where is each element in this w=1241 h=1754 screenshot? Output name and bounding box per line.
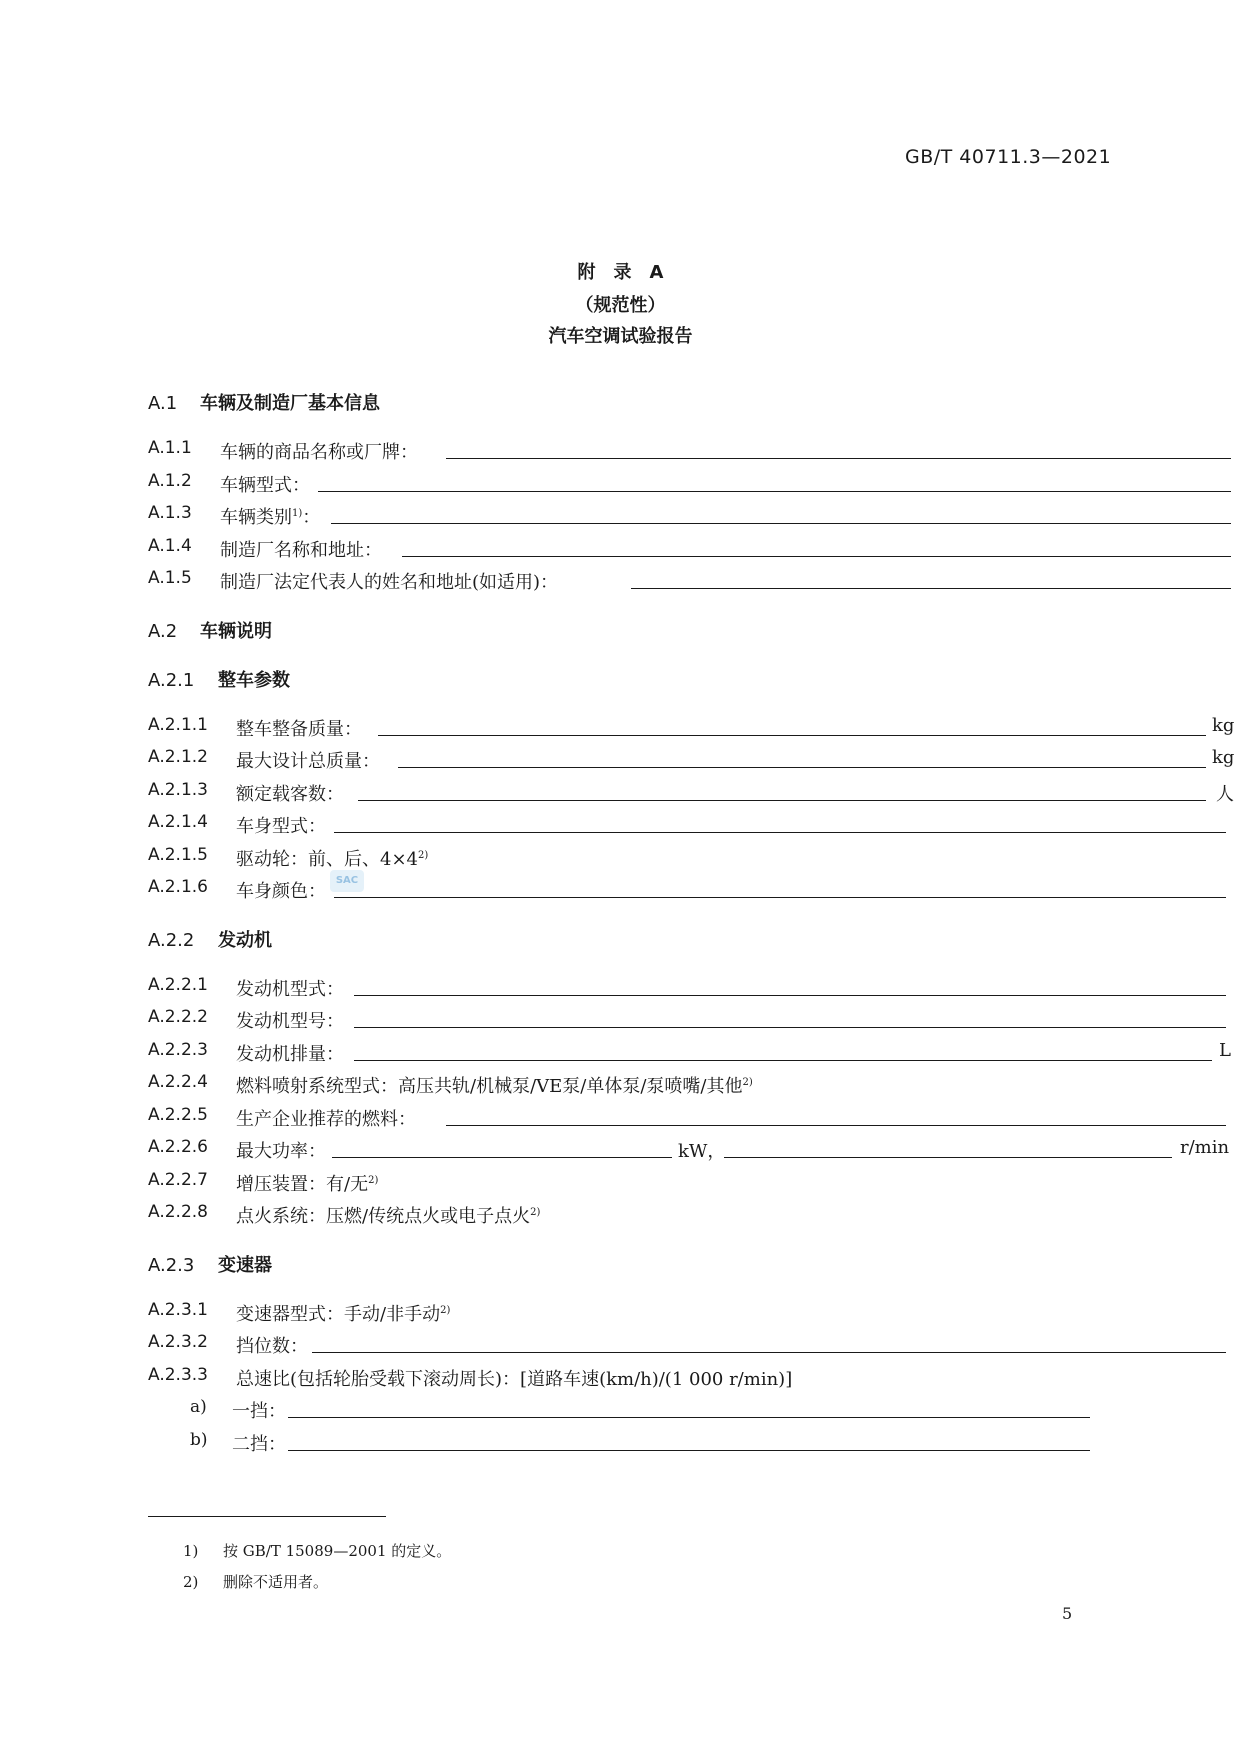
field-label: 车身型式： [236, 816, 326, 837]
item-number: A.1.3 [148, 503, 192, 523]
footnote-number: 2) [183, 1573, 199, 1591]
fill-in-line[interactable] [288, 1450, 1090, 1451]
item-number: A.2.1.6 [148, 877, 208, 897]
fill-in-line[interactable] [334, 897, 1226, 898]
footnote-text: 删除不适用者。 [223, 1573, 329, 1591]
field-label: 燃料喷射系统型式：高压共轨/机械泵/VE泵/单体泵/泵喷嘴/其他 [236, 1076, 743, 1097]
item-number: A.1.4 [148, 536, 192, 556]
item-number: A.2.3.1 [148, 1300, 208, 1320]
fill-in-line[interactable] [446, 1125, 1226, 1126]
fill-in-line[interactable] [331, 523, 1231, 524]
field-label: 车身颜色： [236, 881, 326, 902]
field-label: 车辆类别 [220, 507, 292, 528]
section-title: 车辆说明 [200, 621, 272, 642]
section-title: 车辆及制造厂基本信息 [200, 393, 380, 414]
fill-in-line[interactable] [631, 588, 1231, 589]
field-label: 生产企业推荐的燃料： [236, 1109, 416, 1130]
footnote-ref: 1) [292, 508, 303, 519]
field-label: 二挡： [232, 1434, 286, 1455]
fill-in-line[interactable] [312, 1352, 1226, 1353]
field-label: 制造厂法定代表人的姓名和地址(如适用)： [220, 572, 559, 593]
field-label: 总速比(包括轮胎受载下滚动周长)：[道路车速(km/h)/(1 000 r/min)] [236, 1369, 793, 1390]
field-label: 最大功率： [236, 1141, 326, 1162]
item-number: A.1.5 [148, 568, 192, 588]
footnote-2 [183, 1571, 328, 1592]
item-number: A.1.1 [148, 438, 192, 458]
unit-label: 人 [1216, 784, 1234, 805]
unit-label: L [1219, 1040, 1231, 1061]
footnote-1 [183, 1540, 451, 1561]
field-label: 车辆的商品名称或厂牌： [220, 442, 418, 463]
field-label: 增压装置：有/无 [236, 1174, 369, 1195]
section-a21-heading [148, 666, 290, 692]
page-number: 5 [1062, 1604, 1073, 1623]
item-number: A.2.1.1 [148, 715, 208, 735]
field-label: 点火系统：压燃/传统点火或电子点火 [236, 1206, 531, 1227]
annex-name: 汽车空调试验报告 [548, 326, 693, 347]
item-number: a) [190, 1397, 207, 1417]
item-number: A.2.1.3 [148, 780, 208, 800]
fill-in-line[interactable] [354, 1027, 1226, 1028]
item-number: A.2.2.6 [148, 1137, 208, 1157]
section-number: A.2 [148, 621, 178, 642]
unit-label: kg [1212, 715, 1235, 736]
fill-in-line[interactable] [402, 556, 1231, 557]
item-number: A.2.2.1 [148, 975, 208, 995]
item-number: A.2.1.2 [148, 747, 208, 767]
section-number: A.2.2 [148, 930, 195, 951]
section-a1-heading [148, 389, 380, 415]
footnote-ref: 2) [418, 850, 429, 861]
fill-in-line[interactable] [318, 491, 1231, 492]
footnote-ref: 2) [368, 1175, 379, 1186]
unit-label-rpm: r/min [1180, 1137, 1230, 1158]
item-number: A.2.3.3 [148, 1365, 208, 1385]
annex-type: （规范性） [575, 295, 666, 316]
field-label: 挡位数： [236, 1336, 308, 1357]
section-a22-heading [148, 926, 272, 952]
footnote-ref: 2) [440, 1305, 451, 1316]
fill-in-line[interactable] [358, 800, 1206, 801]
footnote-rule [148, 1516, 386, 1517]
field-label: 车辆型式： [220, 475, 310, 496]
section-title: 发动机 [218, 930, 272, 951]
field-label: 一挡： [232, 1401, 286, 1422]
item-number: A.2.2.8 [148, 1202, 208, 1222]
section-number: A.2.3 [148, 1255, 195, 1276]
fill-in-line[interactable] [398, 767, 1206, 768]
field-label: 发动机排量： [236, 1044, 344, 1065]
item-number: A.2.3.2 [148, 1332, 208, 1352]
fill-in-line[interactable] [354, 995, 1226, 996]
item-number: b) [190, 1430, 208, 1450]
footnote-ref: 2) [742, 1077, 753, 1088]
section-title: 整车参数 [218, 670, 290, 691]
item-number: A.2.2.5 [148, 1105, 208, 1125]
unit-label-kw: kW， [678, 1141, 726, 1162]
standard-number: GB/T 40711.3—2021 [905, 146, 1112, 168]
item-number: A.2.2.3 [148, 1040, 208, 1060]
section-a2-heading [148, 617, 272, 643]
field-label: 变速器型式：手动/非手动 [236, 1304, 441, 1325]
field-label: 最大设计总质量： [236, 751, 380, 772]
footnote-number: 1) [183, 1542, 199, 1560]
sac-watermark-logo: SAC [330, 870, 364, 892]
footnote-text: 按 GB/T 15089—2001 的定义。 [223, 1542, 452, 1560]
field-colon: ： [302, 507, 321, 528]
fill-in-line[interactable] [446, 458, 1231, 459]
item-number: A.2.2.2 [148, 1007, 208, 1027]
fill-in-line[interactable] [354, 1060, 1212, 1061]
field-label: 发动机型式： [236, 979, 344, 1000]
item-number: A.2.2.4 [148, 1072, 208, 1092]
section-a23-heading [148, 1251, 272, 1277]
fill-in-line[interactable] [334, 832, 1226, 833]
section-number: A.2.1 [148, 670, 195, 691]
fill-in-line[interactable] [378, 735, 1206, 736]
section-number: A.1 [148, 393, 178, 414]
fill-in-line-power[interactable] [332, 1157, 672, 1158]
field-label: 制造厂名称和地址： [220, 540, 382, 561]
footnote-ref: 2) [530, 1207, 541, 1218]
annex-title: 附 录 A [577, 262, 664, 283]
item-number: A.1.2 [148, 471, 192, 491]
field-label: 驱动轮：前、后、4×4 [236, 849, 418, 870]
item-number: A.2.1.5 [148, 845, 208, 865]
section-title: 变速器 [218, 1255, 272, 1276]
fill-in-line[interactable] [288, 1417, 1090, 1418]
unit-label: kg [1212, 747, 1235, 768]
item-number: A.2.1.4 [148, 812, 208, 832]
item-number: A.2.2.7 [148, 1170, 208, 1190]
field-label: 发动机型号： [236, 1011, 344, 1032]
field-label: 额定载客数： [236, 784, 344, 805]
fill-in-line-speed[interactable] [724, 1157, 1172, 1158]
field-label: 整车整备质量： [236, 719, 362, 740]
